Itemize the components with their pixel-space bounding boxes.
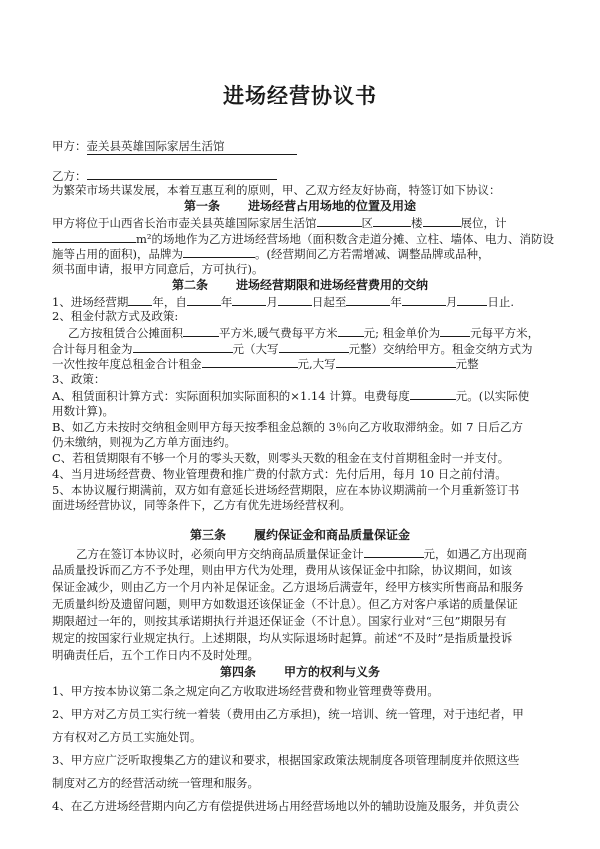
article-4-item-4: 4、在乙方进场经营期内向乙方有偿提供进场占用经营场地以外的辅助设施及服务，并负责公 (52, 799, 520, 813)
article-1-text: 甲方将位于山西省长治市壶关县英雄国际家居生活馆 (52, 216, 317, 230)
article-3-line-7: 明确责任后，五个工作日内不及时处理。 (52, 648, 259, 662)
rent-unit-suffix: 元每平方米， (470, 326, 540, 340)
annual-rent-blank (202, 356, 298, 368)
article-3-line-1 (52, 546, 527, 562)
year-label: 年 (390, 295, 402, 309)
term-years-blank (128, 294, 152, 306)
start-day-blank (278, 294, 312, 306)
article-1-line-2 (52, 231, 554, 247)
article-3-title: 履约保证金和商品质量保证金 (254, 528, 411, 542)
brand-blank (183, 246, 255, 258)
end-label: 日止. (487, 295, 514, 309)
policy-b-line-1: B、如乙方未按时交纳租金则甲方每天按季租金总额的 3％向乙方收取滞纳金。如 7 日后乙方 (52, 420, 524, 434)
zone-label: 区 (361, 216, 373, 230)
party-a-value: 壶关县英雄国际家居生活馆 (87, 139, 297, 155)
rent-line-3 (52, 356, 479, 372)
end-day-blank (457, 294, 487, 306)
intro-text: 为繁荣市场共谋发展，本着互惠互利的原则，甲、乙双方经友好协商，特签订如下协议： (52, 183, 501, 197)
building-label: 楼 (411, 216, 423, 230)
policy-a-line-2: 用数计算)。 (52, 404, 114, 418)
article-4-item-2b: 方有权对乙方员工实施处罚。 (52, 730, 202, 744)
booth-blank (423, 215, 461, 227)
article-4-number: 第四条 (219, 665, 256, 679)
payment-terms-line: 4、当月进场经营费、物业管理费和推广费的付款方式：先付后用，每月 10 日之前付清。 (52, 467, 507, 481)
until-label: 日起至 (311, 295, 347, 309)
article-4-title: 甲方的权利与义务 (284, 665, 381, 679)
article-4-item-2a: 2、甲方对乙方员工实行统一着装（费用由乙方承担)，统一培训、统一管理，对于违纪者，甲 (52, 707, 524, 721)
policy-b-line-2: 仍未缴纳，则视为乙方单方面违约。 (52, 435, 236, 449)
zone-blank (317, 215, 362, 227)
renewal-line-1: 5、本协议履行期满前，双方如有意延长进场经营期限，应在本协议期满前一个月重新签订书 (52, 483, 520, 497)
start-month-blank (232, 294, 266, 306)
article-1-line-4: 须书面申请，报甲方同意后，方可执行)。 (52, 262, 264, 276)
policy-a-line-1 (52, 388, 529, 404)
renewal-line-2: 面进场经营协议，同等条件下，乙方有优先进场经营权利。 (52, 498, 351, 512)
article-3-line-4: 无质量纠纷及遗留问题，则甲方如数退还该保证金（不计息）。但乙方对客户承诺的质量保证 (52, 597, 518, 611)
article-2-number: 第二条 (171, 278, 208, 292)
policy-a-suffix: 元。(以实际使 (455, 389, 530, 403)
rent-payment-heading: 2、租金付款方式及政策: (52, 309, 179, 323)
deposit-blank (364, 546, 424, 558)
article-2-heading (0, 278, 600, 293)
annual-rent-capital-blank (336, 356, 456, 368)
party-a-label: 甲方： (52, 139, 87, 153)
month-label: 月 (266, 295, 278, 309)
heating-fee-blank (338, 325, 364, 337)
term-line (52, 294, 514, 310)
start-year-blank (187, 294, 221, 306)
monthly-rent-blank (133, 341, 233, 353)
article-3-line-3: 保证金减少，则由乙方一个月内补足保证金。乙方退场后满壹年，经甲方核实所售商品和服务 (52, 580, 524, 594)
booth-label: 展位，计 (460, 216, 507, 230)
deposit-suffix: 元，如遇乙方出现商 (423, 547, 527, 561)
policy-c-line: C、若租赁期限有不够一个月的零头天数，则零头天数的租金在支付首期租金时一并支付。 (52, 451, 510, 465)
capital-label: 元,大写 (297, 357, 336, 371)
article-4-heading (0, 665, 600, 680)
end-year-blank (346, 294, 390, 306)
year-label: 年 (220, 295, 233, 309)
party-b-label: 乙方： (52, 169, 87, 183)
term-label: 1、进场经营期 (52, 295, 129, 309)
article-4-item-1: 1、甲方按本协议第二条之规定向乙方收取进场经营费和物业管理费等费用。 (52, 684, 439, 698)
article-3-heading (0, 528, 600, 543)
payment-method-label: 元整）交纳给甲方。租金交纳方式为 (348, 342, 533, 356)
article-1-title: 进场经营占用场地的位置及用途 (248, 199, 417, 213)
rent-area-blank (183, 325, 219, 337)
party-b-blank (87, 168, 277, 180)
rent-unit-blank (440, 325, 470, 337)
deposit-label: 乙方在签订本协议时，必须向甲方交纳商品质量保证金计 (76, 547, 364, 561)
article-1-heading (0, 199, 600, 214)
article-2-title: 进场经营期限和进场经营费用的交纳 (236, 278, 429, 292)
rent-line-1 (52, 325, 539, 341)
article-4-item-3a: 3、甲方应广泛听取搜集乙方的建议和要求，根据国家政策法规制度各项管理制度并依照这些 (52, 753, 520, 767)
article-1-line-3 (52, 246, 489, 262)
article-4-item-3b: 制度对乙方的经营活动统一管理和服务。 (52, 776, 259, 790)
end-month-blank (402, 294, 446, 306)
building-blank (373, 215, 411, 227)
article-3-line-2: 品质量投诉而乙方不予处理，则由甲方代为处理，费用从该保证金中扣除，协议期间，如该 (52, 563, 512, 577)
article-3-line-5: 期限超过一年的，则按其承诺期执行并退还保证金（不计息）。国家行业对“三包”期限另有 (52, 614, 507, 628)
monthly-rent-label: 合计每月租金为 (52, 342, 133, 356)
area-text: m²的场地作为乙方进场经营场地（面积数含走道分摊、立柱、墙体、电力、消防设 (136, 232, 555, 246)
capital-label: 元（大写 (232, 342, 279, 356)
document-title: 进场经营协议书 (223, 83, 377, 108)
rent-area-label: 乙方按租赁合公摊面积 (68, 326, 183, 340)
term-from-label: 年，自 (152, 295, 187, 309)
month-label: 月 (445, 295, 458, 309)
rent-line-2 (52, 341, 533, 357)
annual-rent-suffix: 元整 (455, 357, 479, 371)
rent-unit-label: 元; 租金单价为 (363, 326, 441, 340)
party-a-line (52, 139, 297, 155)
article-3-number: 第三条 (189, 528, 226, 542)
electricity-fee-blank (410, 388, 456, 400)
brand-label: 施等占用的面积)，品牌为 (52, 247, 183, 261)
area-blank (52, 231, 136, 243)
party-b-line (52, 168, 277, 184)
heating-fee-label: 平方米,暖气费每平方米 (219, 326, 338, 340)
article-1-line-1 (52, 215, 507, 231)
monthly-rent-capital-blank (279, 341, 349, 353)
policy-heading: 3、政策： (52, 372, 106, 386)
annual-rent-label: 一次性按年度总租金合计租金 (52, 357, 202, 371)
policy-a-text: A、租赁面积计算方式：实际面积加实际面积的×1.14 计算。电费每度 (52, 389, 410, 403)
brand-note: 。(经营期间乙方若需增减、调整品牌或品种， (255, 247, 490, 261)
article-1-number: 第一条 (183, 199, 220, 213)
article-3-line-6: 规定的按国家行业规定执行。上述期限，均从实际退场时起算。前述“不及时”是指质量投诉 (52, 631, 513, 645)
